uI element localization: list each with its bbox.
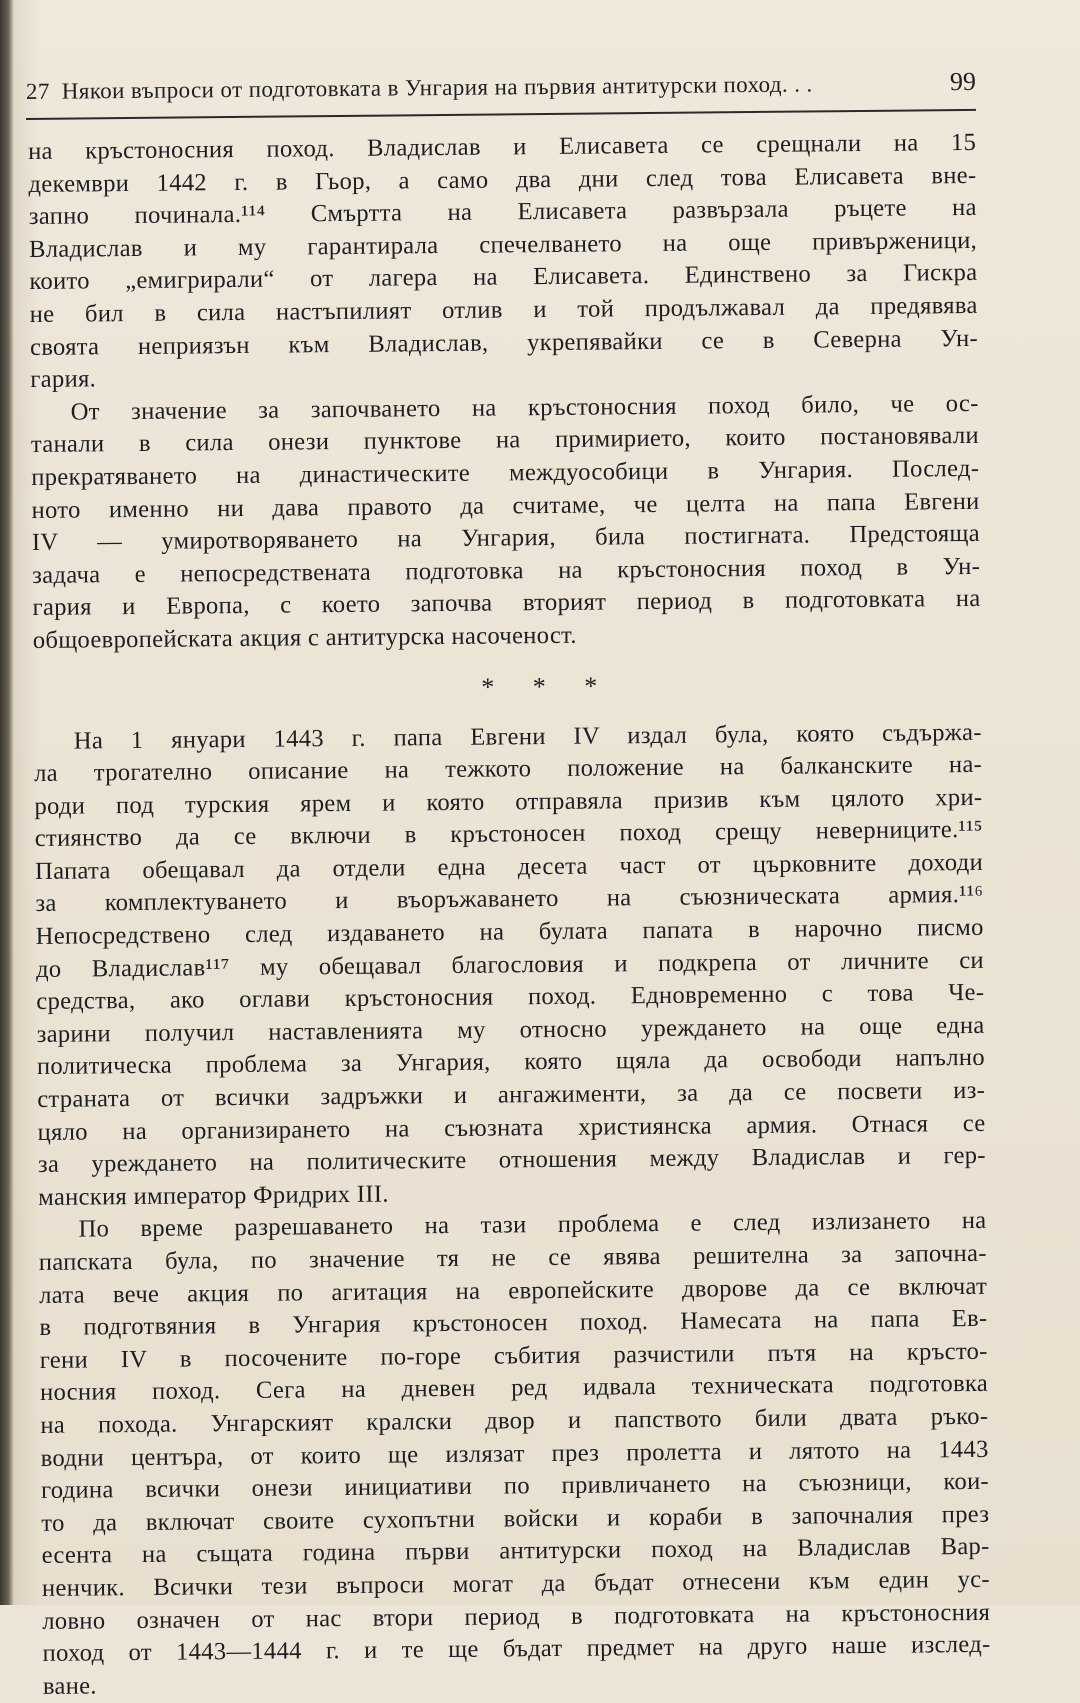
text-line: Папата обещавал да отдели една десета част от църковните доходи bbox=[34, 848, 984, 885]
paragraph bbox=[28, 127, 978, 397]
running-header bbox=[26, 67, 976, 110]
text-line: страната от всички задръжки и ангажименти, за да се посвети из- bbox=[37, 1076, 986, 1113]
text-line: запно починала.¹¹⁴ Смъртта на Елисавета развързала ръцете на bbox=[28, 194, 977, 231]
running-title bbox=[26, 71, 813, 105]
text-line: общоевропейската акция с антитурска насоченост. bbox=[32, 621, 577, 654]
text-line: за уреждането на политическите отношения между Владислав и гер- bbox=[37, 1142, 986, 1179]
text-line: танали в сила онези пунктове на примирието, които постановявали bbox=[30, 422, 980, 459]
text-line: гария и Европа, с което започва вторият период в подготовката на bbox=[32, 585, 981, 622]
text-line: Владислав и му гарантирала спечелването на още привърженици, bbox=[28, 226, 978, 263]
text-line: водни центъра, от които ще излязат през пролетта и лятото на 1443 bbox=[40, 1435, 989, 1472]
text-line: на похода. Унгарският кралски двор и папството били двата ръко- bbox=[40, 1402, 989, 1439]
text-line: на кръстоносния поход. Владислав и Елисавета се срещнали на 15 bbox=[28, 128, 977, 165]
text-line: година всички онези инициативи по привличането на съюзници, кои- bbox=[40, 1467, 990, 1505]
text-line: IV — умиротворяването на Унгария, била постигната. Предстояща bbox=[31, 520, 980, 557]
text-line: роди под турския ярем и която отправяла призив към цялото хри- bbox=[34, 783, 983, 820]
text-line: стиянство да се включи в кръстоносен поход срещу неверниците.¹¹⁵ bbox=[34, 816, 983, 853]
text-line: политическа проблема за Унгария, която щяла да освободи напълно bbox=[36, 1044, 986, 1081]
text-line: По време разрешаването на тази проблема е след излизането на bbox=[78, 1207, 987, 1243]
text-line: гария. bbox=[30, 365, 97, 394]
book-spine-shadow bbox=[0, 0, 14, 1605]
text-line: не бил в сила настъпилият отлив и той продължавал да предявява bbox=[29, 291, 978, 328]
text-line: за комплектуването и въоръжаването на съюзническата армия.¹¹⁶ bbox=[35, 881, 984, 918]
page-number: 99 bbox=[949, 66, 977, 97]
text-line: носния поход. Сега на дневен ред идвала техническата подготовка bbox=[39, 1370, 989, 1407]
text-line: зарини получил наставленията му относно уреждането на още една bbox=[36, 1011, 985, 1048]
text-line: ване. bbox=[42, 1672, 97, 1700]
paragraph bbox=[38, 1205, 991, 1703]
text-line: средства, ако оглави кръстоносния поход. Едновременно с това Че- bbox=[36, 979, 985, 1016]
text-line: ла трогателно описание на тежкото положение на балканските на- bbox=[33, 750, 983, 788]
text-line: есента на същата година първи антитурски поход на Владислав Вар- bbox=[41, 1533, 990, 1570]
chapter-number: 27 bbox=[25, 78, 50, 104]
text-line: прекратяването на династическите междуособици в Унгария. Послед- bbox=[31, 454, 980, 491]
section-separator: * * * bbox=[481, 670, 614, 702]
text-line: На 1 януари 1443 г. папа Евгени IV издал була, която съдържа- bbox=[73, 718, 982, 755]
text-line: ното именно ни дава правото да считаме, че целта на папа Евгени bbox=[31, 487, 980, 524]
text-line: своята неприязън към Владислав, укрепявайки се в Северна Ун- bbox=[29, 324, 979, 361]
text-line: Непосредствено след издаването на булата папата в нарочно писмо bbox=[35, 913, 984, 951]
text-line: то да включат своите сухопътни войски и кораби в започналия през bbox=[41, 1500, 990, 1537]
paragraph bbox=[34, 716, 987, 1214]
paragraph bbox=[31, 388, 981, 658]
text-line: папската була, по значение тя не се явява решителна за започна- bbox=[38, 1239, 987, 1276]
text-line: до Владислав¹¹⁷ му обещавал благословия и подкрепа от личните си bbox=[35, 946, 985, 983]
text-line: декември 1442 г. в Гьор, а само два дни след това Елисавета вне- bbox=[28, 161, 977, 198]
text-line: лата вече акция по агитация на европейските дворове да се включат bbox=[38, 1272, 988, 1309]
text-line: манския император Фридрих III. bbox=[38, 1180, 389, 1211]
running-title-text: Някои въпроси от подготовката в Унгария на първия антитурски поход. . . bbox=[61, 71, 813, 104]
text-line: гени IV в посочените по-горе събития разчистили пътя на кръсто- bbox=[39, 1337, 988, 1374]
text-line: задача е непосредствената подготовка на кръстоносния поход в Ун- bbox=[32, 552, 981, 589]
body-text bbox=[28, 127, 991, 1703]
text-line: поход от 1443—1444 г. и те ще бъдат предмет на друго наше изслед- bbox=[42, 1630, 991, 1668]
text-line: От значение за започването на кръстоносния поход било, че ос- bbox=[70, 389, 979, 426]
text-line: в подготвяния в Унгария кръстоносен поход. Намесата на папа Ев- bbox=[39, 1305, 988, 1342]
text-line: които „емигрирали“ от лагера на Елисавета. Единствено за Гискра bbox=[29, 259, 978, 296]
text-line: ловно означен от нас втори период в подготовката на кръстоносния bbox=[42, 1598, 991, 1635]
header-rule bbox=[26, 109, 976, 120]
text-line: цяло на организирането на съюзната християнска армия. Отнася се bbox=[37, 1109, 986, 1146]
text-line: ненчик. Всички тези въпроси могат да бъдат отнесени към един ус- bbox=[41, 1565, 991, 1602]
